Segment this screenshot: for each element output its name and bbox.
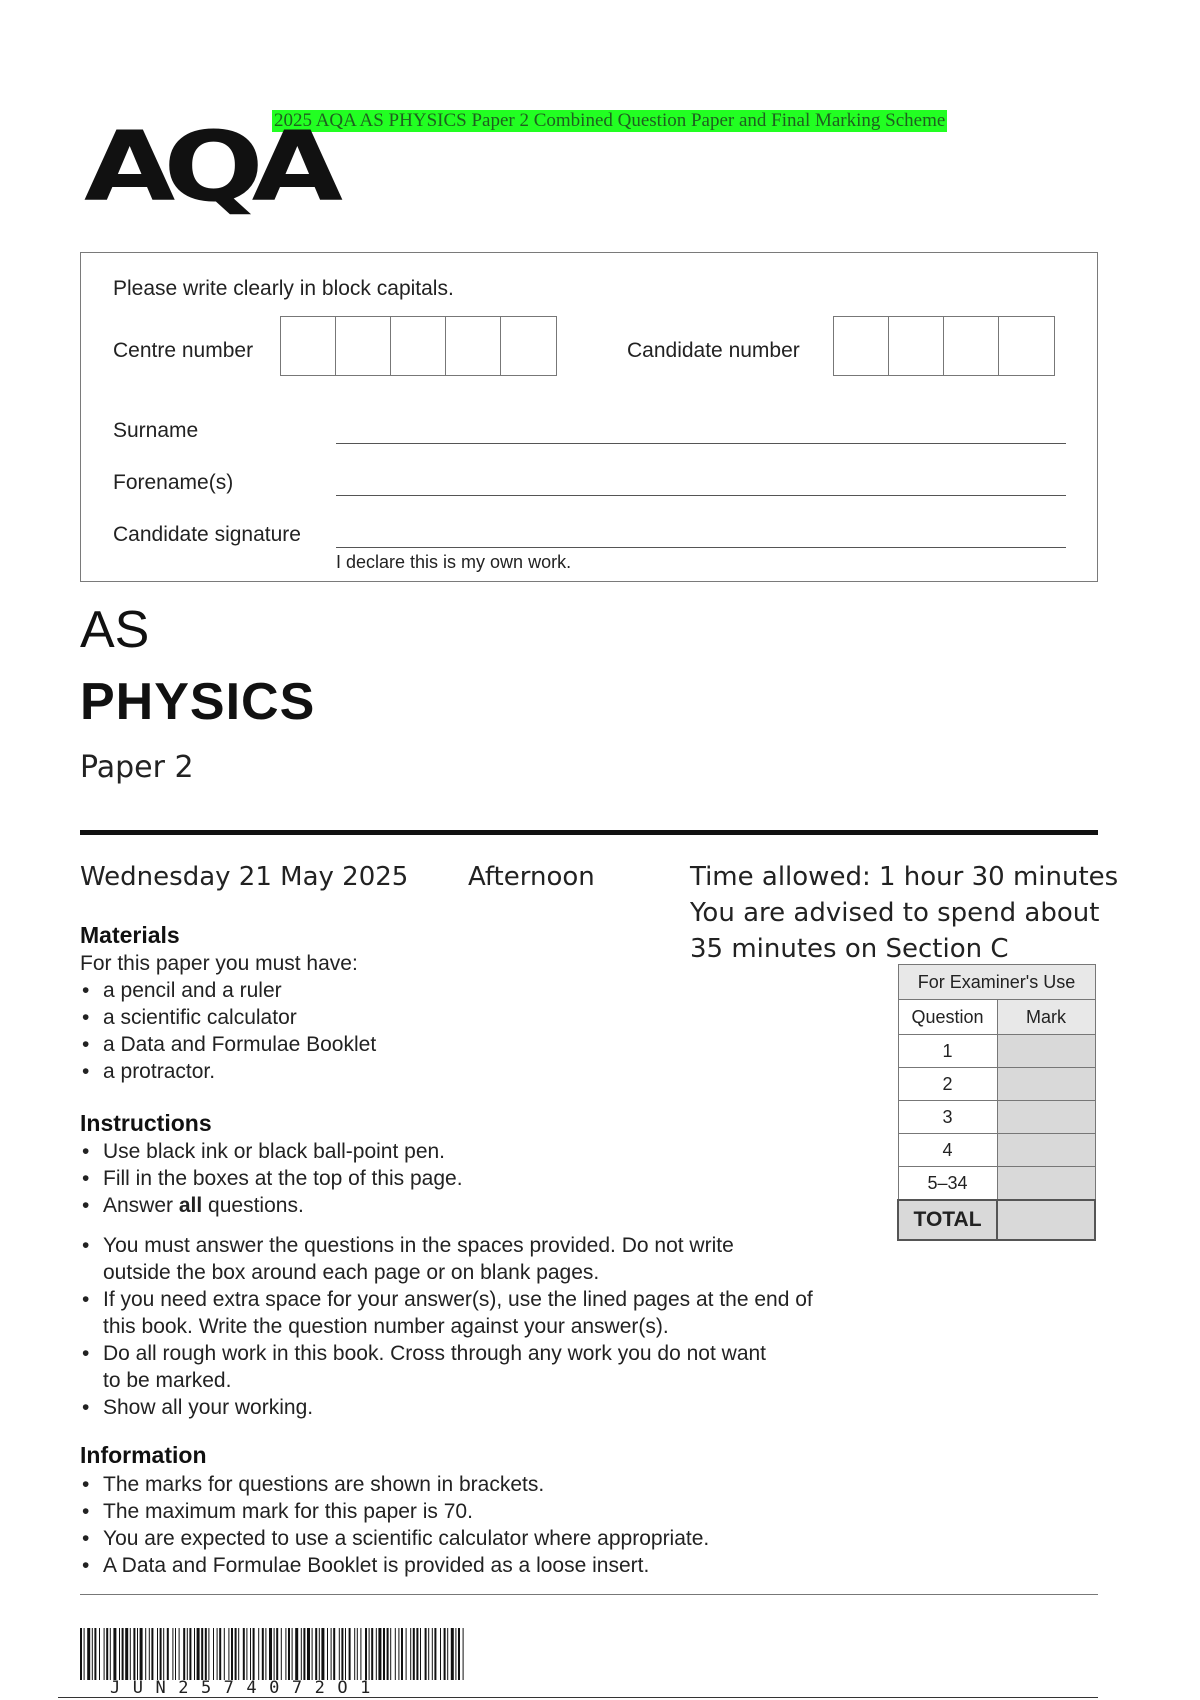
- paper-number: Paper 2: [80, 750, 194, 785]
- question-cell: 3: [898, 1101, 997, 1134]
- exam-session: Afternoon: [468, 862, 595, 892]
- list-item: • a Data and Formulae Booklet: [80, 1031, 376, 1058]
- candidate-number-label: Candidate number: [627, 339, 800, 362]
- candidate-number-box[interactable]: [999, 317, 1054, 375]
- list-item: • Fill in the boxes at the top of this page.: [80, 1165, 463, 1192]
- candidate-number-box[interactable]: [944, 317, 999, 375]
- surname-field[interactable]: [336, 443, 1066, 444]
- materials-list: [80, 977, 376, 1085]
- candidate-number-box[interactable]: [889, 317, 944, 375]
- page-bottom-line: [58, 1697, 1098, 1698]
- examiners-use-title: For Examiner's Use: [898, 965, 1095, 1000]
- question-cell: 2: [898, 1068, 997, 1101]
- list-item-line: outside the box around each page or on blank pages.: [103, 1261, 600, 1284]
- title-divider: [80, 830, 1098, 835]
- declaration-text: I declare this is my own work.: [336, 552, 572, 572]
- list-item: [80, 1286, 813, 1340]
- list-item: • a protractor.: [80, 1058, 376, 1085]
- candidate-number-boxes[interactable]: [833, 316, 1055, 376]
- time-allowed: Time allowed: 1 hour 30 minutes: [690, 862, 1119, 892]
- signature-label: Candidate signature: [113, 523, 301, 546]
- mark-cell[interactable]: [997, 1068, 1095, 1101]
- list-item: • Use black ink or black ball-point pen.: [80, 1138, 463, 1165]
- list-item: • a scientific calculator: [80, 1004, 376, 1031]
- list-item: • Show all your working.: [80, 1394, 813, 1421]
- information-heading: Information: [80, 1442, 207, 1468]
- list-item: • You are expected to use a scientific calculator where appropriate.: [80, 1525, 709, 1552]
- table-row: [898, 1035, 1095, 1068]
- table-row: [898, 1134, 1095, 1167]
- list-item: • The maximum mark for this paper is 70.: [80, 1498, 709, 1525]
- surname-label: Surname: [113, 419, 199, 442]
- materials-heading: Materials: [80, 922, 180, 948]
- list-item-line: • You must answer the questions in the spaces provided. Do not write: [103, 1234, 734, 1257]
- list-item-line: • If you need extra space for your answer(s), use the lined pages at the end of: [103, 1288, 813, 1311]
- question-column-header: Question: [898, 1000, 997, 1035]
- mark-cell[interactable]: [997, 1134, 1095, 1167]
- section-c-advice-line1: You are advised to spend about: [690, 898, 1100, 928]
- forename-label: Forename(s): [113, 471, 234, 494]
- footer-divider: [80, 1594, 1098, 1595]
- forename-field[interactable]: [336, 495, 1066, 496]
- table-row: [898, 1101, 1095, 1134]
- list-item: • a pencil and a ruler: [80, 977, 376, 1004]
- qualification-level: AS: [80, 601, 150, 659]
- list-item: [80, 1192, 463, 1219]
- answer-all-pre: Answer: [103, 1194, 179, 1217]
- subject-title: PHYSICS: [80, 673, 316, 731]
- centre-number-box[interactable]: [501, 317, 556, 375]
- table-row: [898, 1167, 1095, 1201]
- question-cell: 4: [898, 1134, 997, 1167]
- centre-number-box[interactable]: [336, 317, 391, 375]
- answer-all-bold: all: [178, 1194, 203, 1217]
- answer-all-post: questions.: [202, 1194, 304, 1217]
- materials-intro: For this paper you must have:: [80, 952, 358, 975]
- mark-cell[interactable]: [997, 1167, 1095, 1201]
- list-item: • A Data and Formulae Booklet is provided as a loose insert.: [80, 1552, 709, 1579]
- total-label: TOTAL: [898, 1200, 997, 1240]
- mark-cell[interactable]: [997, 1101, 1095, 1134]
- barcode-image: [80, 1628, 466, 1680]
- list-item: [80, 1232, 813, 1286]
- list-item: • The marks for questions are shown in brackets.: [80, 1471, 709, 1498]
- question-cell: 1: [898, 1035, 997, 1068]
- mark-cell[interactable]: [997, 1035, 1095, 1068]
- barcode-text: JUN2574072O1: [110, 1678, 383, 1698]
- examiners-use-table: [897, 964, 1096, 1241]
- mark-column-header: Mark: [997, 1000, 1095, 1035]
- question-cell: 5–34: [898, 1167, 997, 1201]
- list-item-line: • Do all rough work in this book. Cross through any work you do not want: [103, 1342, 767, 1365]
- table-row: [898, 1068, 1095, 1101]
- block-capitals-instruction: Please write clearly in block capitals.: [113, 277, 454, 300]
- total-mark-cell[interactable]: [997, 1200, 1095, 1240]
- instructions-list-bottom: [80, 1232, 813, 1421]
- instructions-heading: Instructions: [80, 1110, 212, 1136]
- exam-date: Wednesday 21 May 2025: [80, 862, 409, 892]
- document-banner: 2025 AQA AS PHYSICS Paper 2 Combined Question Paper and Final Marking Scheme: [274, 110, 946, 131]
- candidate-number-box[interactable]: [834, 317, 889, 375]
- instructions-list-top: [80, 1138, 463, 1219]
- aqa-logo: AQA: [84, 109, 331, 223]
- centre-number-box[interactable]: [446, 317, 501, 375]
- candidate-details-box: [80, 252, 1098, 582]
- list-item-line: to be marked.: [103, 1369, 232, 1392]
- centre-number-label: Centre number: [113, 339, 254, 362]
- signature-field[interactable]: [336, 547, 1066, 548]
- section-c-advice-line2: 35 minutes on Section C: [690, 934, 1009, 964]
- centre-number-box[interactable]: [391, 317, 446, 375]
- centre-number-boxes[interactable]: [280, 316, 557, 376]
- list-item-line: this book. Write the question number against your answer(s).: [103, 1315, 669, 1338]
- information-list: [80, 1471, 709, 1579]
- list-item: [80, 1340, 813, 1394]
- total-row: [898, 1200, 1095, 1240]
- centre-number-box[interactable]: [281, 317, 336, 375]
